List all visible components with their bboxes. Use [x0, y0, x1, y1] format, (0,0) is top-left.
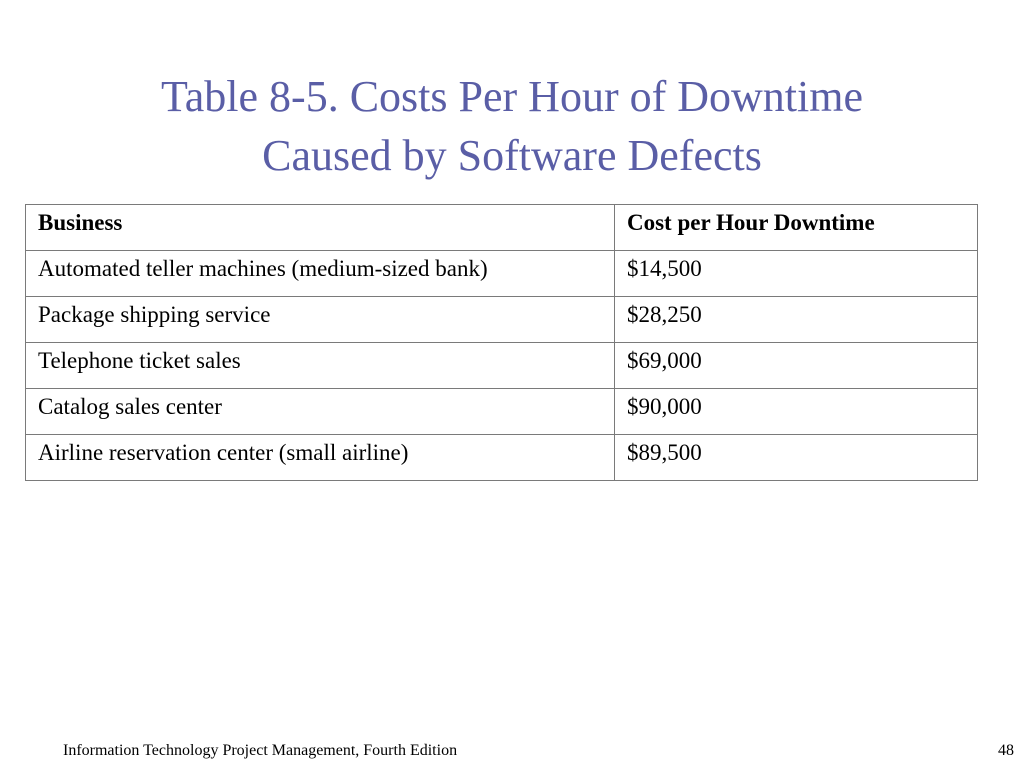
column-header-business: Business	[26, 205, 615, 251]
page-number: 48	[998, 742, 1014, 759]
downtime-cost-table	[25, 204, 978, 481]
cost-cell: $14,500	[615, 251, 978, 297]
cost-cell: $28,250	[615, 297, 978, 343]
table-row	[26, 435, 978, 481]
cost-cell: $90,000	[615, 389, 978, 435]
cost-cell: $69,000	[615, 343, 978, 389]
slide-title-line-2: Caused by Software Defects	[262, 131, 762, 181]
business-cell: Automated teller machines (medium-sized bank)	[26, 251, 615, 297]
slide-title	[0, 67, 1024, 185]
table-row	[26, 389, 978, 435]
table-row	[26, 343, 978, 389]
cost-cell: $89,500	[615, 435, 978, 481]
table-row	[26, 297, 978, 343]
business-cell: Airline reservation center (small airline)	[26, 435, 615, 481]
business-cell: Catalog sales center	[26, 389, 615, 435]
table-header-row	[26, 205, 978, 251]
table-row	[26, 251, 978, 297]
business-cell: Telephone ticket sales	[26, 343, 615, 389]
column-header-cost: Cost per Hour Downtime	[615, 205, 978, 251]
business-cell: Package shipping service	[26, 297, 615, 343]
slide-title-line-1: Table 8-5. Costs Per Hour of Downtime	[160, 72, 864, 122]
footer-source: Information Technology Project Management, Fourth Edition	[63, 742, 458, 759]
